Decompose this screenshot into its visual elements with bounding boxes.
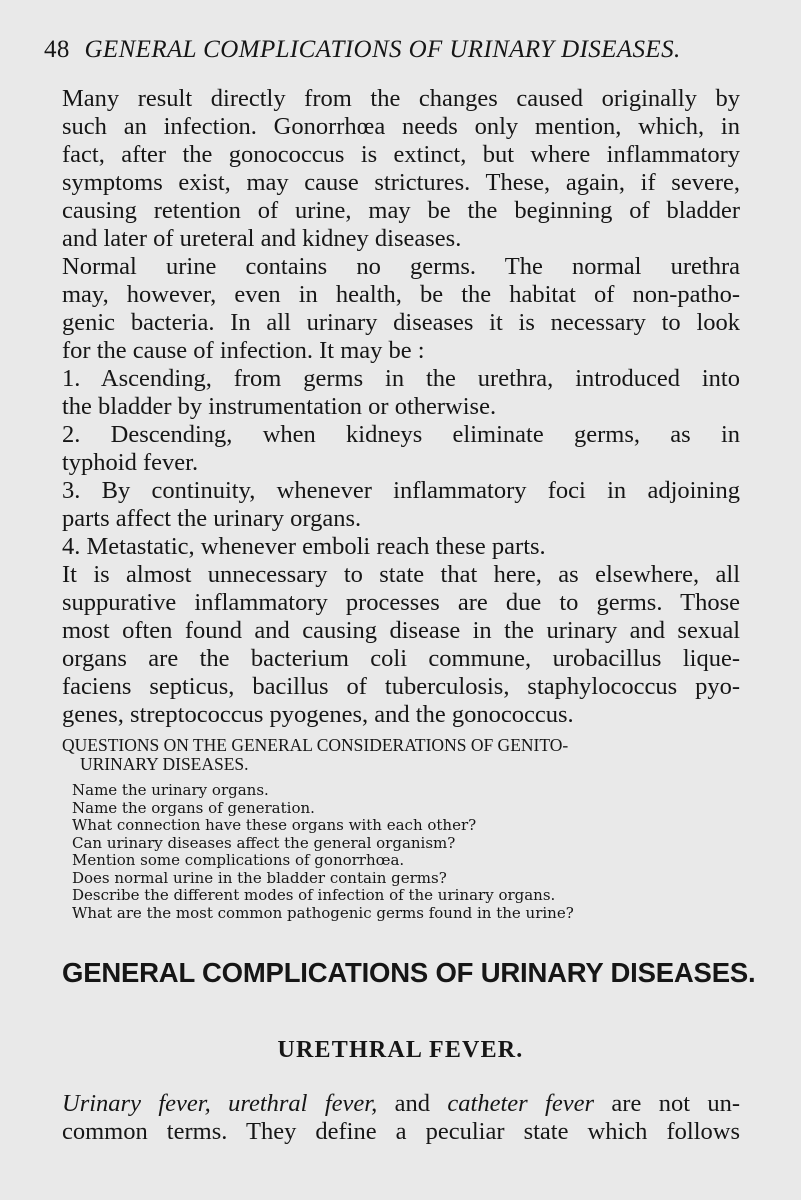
- body-line: Normal urine contains no germs. The normal urethra: [62, 253, 740, 280]
- body-line: 4. Metastatic, whenever emboli reach these parts.: [62, 533, 546, 560]
- section-heading: URETHRAL FEVER.: [277, 1037, 524, 1063]
- question-item: Does normal urine in the bladder contain germs?: [72, 868, 447, 887]
- body-line: Many result directly from the changes caused originally by: [62, 85, 740, 112]
- question-item: What connection have these organs with each other?: [72, 816, 477, 834]
- question-item: What are the most common pathogenic germs found in the urine?: [72, 903, 574, 922]
- section-line-rest: are not un-: [611, 1090, 741, 1117]
- question-item: Describe the different modes of infection of the urinary organs.: [72, 886, 556, 904]
- chapter-heading: GENERAL COMPLICATIONS OF URINARY DISEASES.: [62, 957, 756, 988]
- term-urinary-fever: Urinary fever,: [62, 1090, 211, 1117]
- term-urethral-fever: urethral fever,: [228, 1090, 378, 1117]
- body-line: faciens septicus, bacillus of tuberculosis, staphylococcus pyo-: [62, 673, 740, 700]
- body-line: such an infection. Gonorrhœa needs only mention, which, in: [62, 113, 740, 140]
- question-item: Name the organs of generation.: [72, 798, 315, 817]
- running-head-title: GENERAL COMPLICATIONS OF URINARY DISEASES.: [84, 36, 681, 63]
- body-line: for the cause of infection. It may be :: [62, 337, 425, 364]
- body-line: the bladder by instrumentation or otherwise.: [62, 393, 497, 420]
- term-catheter-fever: catheter fever: [447, 1090, 595, 1117]
- section-line: [62, 1090, 740, 1118]
- questions-heading-line: QUESTIONS ON THE GENERAL CONSIDERATIONS OF GENITO-: [62, 735, 569, 755]
- body-line: and later of ureteral and kidney diseases.: [62, 225, 462, 252]
- page-number: 48: [44, 36, 70, 63]
- body-line: 3. By continuity, whenever inflammatory foci in adjoining: [62, 477, 740, 504]
- connector-word: and: [394, 1090, 431, 1117]
- body-line: 1. Ascending, from germs in the urethra, introduced into: [62, 365, 740, 392]
- running-head: [44, 36, 764, 64]
- body-line: symptoms exist, may cause strictures. These, again, if severe,: [62, 169, 740, 196]
- questions-heading-line: URINARY DISEASES.: [80, 754, 249, 774]
- questions-heading: [62, 736, 732, 774]
- body-line: most often found and causing disease in the urinary and sexual: [62, 617, 740, 644]
- body-line: typhoid fever.: [62, 449, 199, 476]
- question-item: Can urinary diseases affect the general organism?: [72, 833, 456, 852]
- body-line: fact, after the gonococcus is extinct, but where inflammatory: [62, 141, 740, 168]
- body-line: suppurative inflammatory processes are due to germs. Those: [62, 589, 740, 616]
- section-text: [62, 1090, 740, 1146]
- body-line: parts affect the urinary organs.: [62, 505, 362, 532]
- body-line: genic bacteria. In all urinary diseases it is necessary to look: [62, 309, 740, 336]
- questions-list: [72, 782, 732, 922]
- body-line: organs are the bacterium coli commune, urobacillus lique-: [62, 645, 740, 672]
- body-text: [62, 85, 740, 729]
- body-line: causing retention of urine, may be the beginning of bladder: [62, 197, 740, 224]
- body-line: It is almost unnecessary to state that here, as elsewhere, all: [62, 561, 740, 588]
- question-item: Name the urinary organs.: [72, 781, 269, 799]
- body-line: may, however, even in health, be the habitat of non-patho-: [62, 281, 740, 308]
- question-item: Mention some complications of gonorrhœa.: [72, 851, 405, 869]
- body-line: 2. Descending, when kidneys eliminate germs, as in: [62, 421, 740, 448]
- section-line: common terms. They define a peculiar state which follows: [62, 1118, 740, 1145]
- body-line: genes, streptococcus pyogenes, and the gonococcus.: [62, 701, 574, 728]
